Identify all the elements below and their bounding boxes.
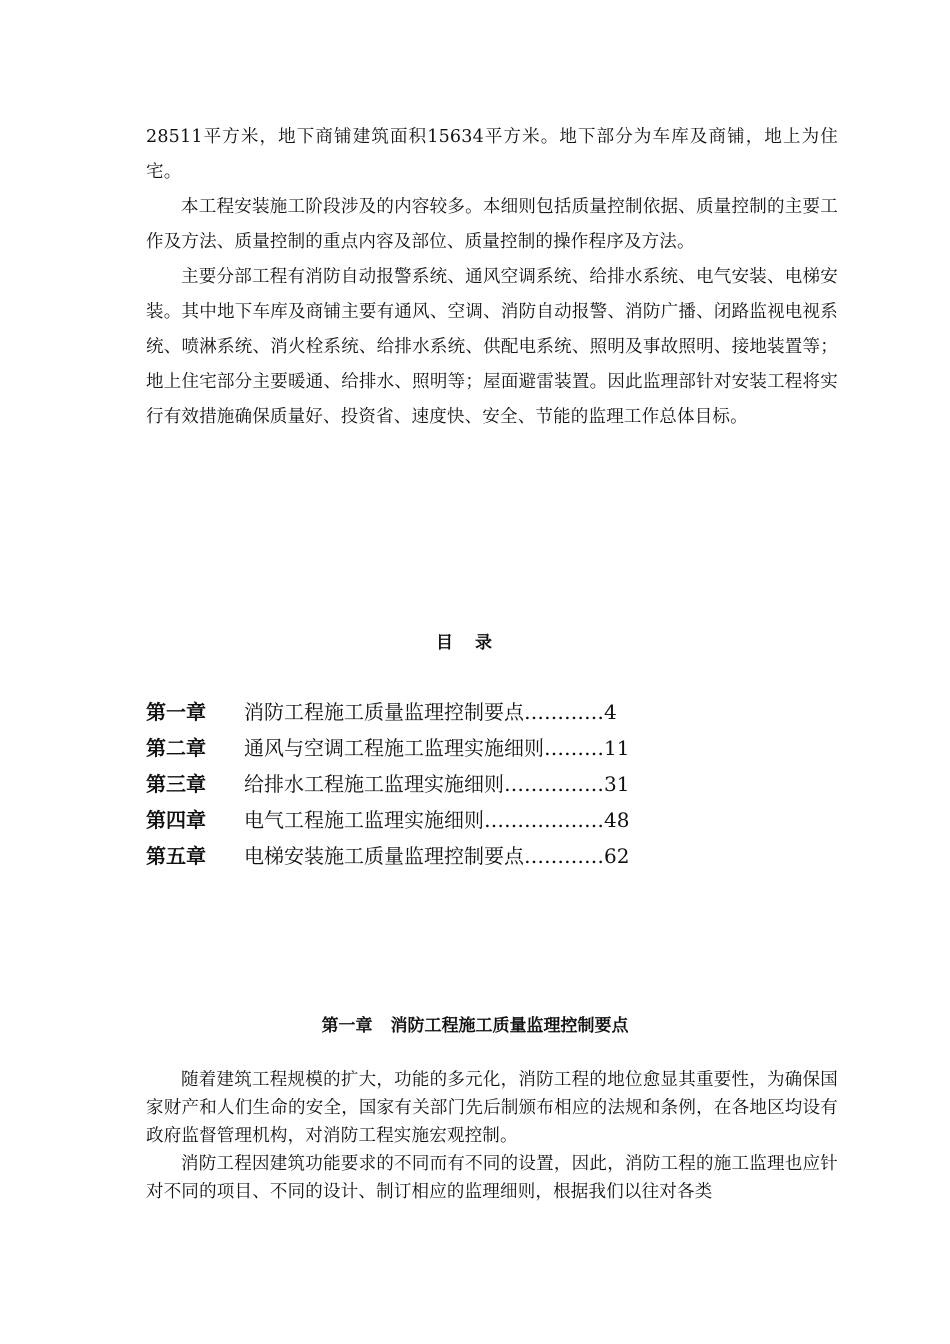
intro-paragraph: 28511平方米，地下商铺建筑面积15634平方米。地下部分为车库及商铺，地上为住宅。 (146, 127, 838, 182)
toc-chapter-number: 第三章 (146, 772, 206, 796)
chapter-body (146, 1066, 838, 1206)
intro-paragraph: 主要分部工程有消防自动报警系统、通风空调系统、给排水系统、电气安装、电梯安装。其中地下车库及商铺主要有通风、空调、消防自动报警、消防广播、闭路监视电视系统、喷淋系统、消火栓系统、给排水系统、供配电系统、照明及事故照明、接地装置等；地上住宅部分主要暖通、给排水、照明等；屋面避雷装置。因此监理部针对安装工程将实行有效措施确保质量好、投资省、速度快、安全、节能的监理工作总体目标。 (146, 267, 838, 427)
body-paragraph: 消防工程因建筑功能要求的不同而有不同的设置，因此，消防工程的施工监理也应针对不同的项目、不同的设计、制订相应的监理细则，根据我们以往对各类 (146, 1154, 838, 1202)
intro-section (146, 120, 838, 435)
toc-entry[interactable] (146, 766, 706, 802)
toc-entry[interactable] (146, 730, 706, 766)
chapter-number: 第一章 (321, 1016, 373, 1036)
toc-chapter-title: 电气工程施工监理实施细则………………48 (244, 808, 630, 832)
intro-paragraph: 本工程安装施工阶段涉及的内容较多。本细则包括质量控制依据、质量控制的主要工作及方法、质量控制的重点内容及部位、质量控制的操作程序及方法。 (146, 197, 838, 252)
toc-chapter-number: 第四章 (146, 808, 206, 832)
toc-chapter-number: 第一章 (146, 700, 206, 724)
toc-chapter-title: 电梯安装施工质量监理控制要点…………62 (244, 844, 630, 868)
toc-entry[interactable] (146, 694, 706, 730)
toc-entry[interactable] (146, 802, 706, 838)
table-of-contents (146, 694, 706, 874)
toc-chapter-number: 第五章 (146, 844, 206, 868)
chapter-title: 消防工程施工质量监理控制要点 (390, 1016, 629, 1036)
chapter-heading (0, 1011, 950, 1036)
body-paragraph: 随着建筑工程规模的扩大，功能的多元化，消防工程的地位愈显其重要性，为确保国家财产和人们生命的安全，国家有关部门先后制颁布相应的法规和条例，在各地区均设有政府监督管理机构，对消防工程实施宏观控制。 (146, 1070, 838, 1146)
toc-title: 目录 (436, 633, 514, 653)
toc-entry[interactable] (146, 838, 706, 874)
toc-chapter-title: 通风与空调工程施工监理实施细则………11 (244, 736, 630, 760)
toc-chapter-number: 第二章 (146, 736, 206, 760)
toc-chapter-title: 给排水工程施工监理实施细则……………31 (244, 772, 630, 796)
toc-chapter-title: 消防工程施工质量监理控制要点…………4 (244, 700, 617, 724)
